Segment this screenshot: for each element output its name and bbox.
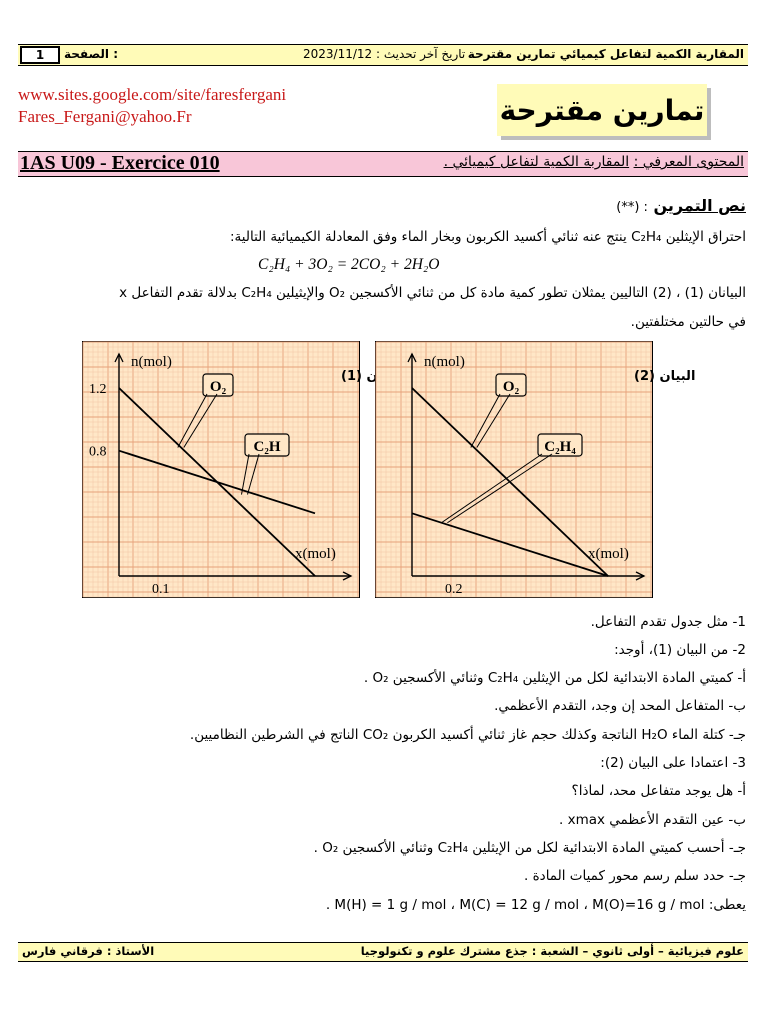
question-line: جـ- أحسب كميتي المادة الابتدائية لكل من الإيثلين C₂H₄ وثنائي الأكسجين O₂ . [313, 840, 746, 856]
chemical-equation: C₂H₄ + 3O₂ = 2CO₂ + 2H₂O [258, 256, 440, 273]
y-tick-label: 0.8 [89, 444, 107, 460]
exercise-code: 1AS U09 - Exercice 010 [20, 152, 220, 174]
series-label: O₂ [502, 379, 520, 395]
content-label: المحتوى المعرفي : [633, 154, 744, 170]
banner-title: تمارين مقترحة [499, 93, 705, 127]
statement-line-2: البيانان (1) ، (2) التاليين يمثلان تطور كمية مادة كل من ثنائي الأكسجين O₂ والإيثيلين C₂H₄ بدلالة تقدم التفاعل x [119, 285, 746, 301]
exercise-bar [18, 151, 748, 177]
statement-heading-text: نص التمرين [653, 196, 746, 215]
difficulty-stars: : (**) [616, 200, 648, 215]
question-line: أ- هل يوجد متفاعل محد، لماذا؟ [571, 783, 746, 799]
statement-heading [616, 196, 746, 215]
question-line: 1- مثل جدول تقدم التفاعل. [590, 614, 746, 630]
footer-subject: علوم فيزيائية – أولى ثانوي – الشعبة : جذع مشترك علوم و تكنولوجيا [360, 944, 744, 958]
content-value: المقاربة الكمية لتفاعل كيميائي . [443, 154, 630, 170]
footer-teacher: الأستاذ : فرقاني فارس [22, 944, 155, 958]
y-tick-label: 1.2 [89, 382, 107, 397]
statement-line-1: احتراق الإيثلين C₂H₄ ينتج عنه ثنائي أكسيد الكربون وبخار الماء وفق المعادلة الكيميائية التالية: [230, 229, 746, 245]
x-tick-label: 0.1 [152, 582, 170, 597]
question-line: يعطى: M(H) = 1 g / mol ، M(C) = 12 g / mol ، M(O)=16 g / mol . [325, 897, 746, 913]
series-label: C₂H [253, 439, 281, 455]
header-bar [18, 44, 748, 66]
content-topic [444, 154, 744, 170]
banner-title-box [497, 84, 707, 136]
series-label: C₂H₄ [544, 439, 576, 455]
question-line: ب- عين التقدم الأعظمي xmax . [559, 812, 746, 828]
site-url[interactable]: www.sites.google.com/site/faresfergani [18, 85, 287, 104]
x-tick-label: 0.2 [445, 582, 463, 597]
chart-title: البيان (2) [634, 369, 696, 384]
chart-title: البيان (1) [341, 369, 403, 384]
update-date: 2023/11/12 : تاريخ آخر تحديث [303, 47, 466, 61]
question-line: أ- كميتي المادة الابتدائية لكل من الإيثلين C₂H₄ وثنائي الأكسجين O₂ . [363, 670, 746, 686]
chart-1 [82, 341, 403, 598]
page-number: 1 [20, 46, 60, 64]
statement-line-3: في حالتين مختلفتين. [630, 314, 746, 330]
question-line: 3- اعتمادا على البيان (2): [600, 755, 746, 771]
series-label: O₂ [209, 379, 227, 395]
y-axis-label: n(mol) [131, 354, 172, 370]
question-line: 2- من البيان (1)، أوجد: [614, 642, 746, 658]
callout-line [447, 454, 552, 523]
y-axis-label: n(mol) [424, 354, 465, 370]
x-axis-label: x(mol) [588, 546, 629, 562]
question-line: ب- المتفاعل المحد إن وجد، التقدم الأعظمي. [494, 698, 746, 714]
site-email[interactable]: Fares_Fergani@yahoo.Fr [18, 107, 192, 126]
footer-bar [18, 942, 748, 962]
question-line: جـ- حدد سلم رسم محور كميات المادة . [524, 868, 746, 884]
header-title: المقاربة الكمية لتفاعل كيميائي تمارين مقترحة [467, 47, 744, 61]
question-line: جـ- كتلة الماء H₂O الناتجة وكذلك حجم غاز ثنائي أكسيد الكربون CO₂ الناتج في الشرطين النظاميين. [189, 727, 746, 743]
site-info [18, 84, 286, 128]
chart-2 [375, 341, 696, 598]
x-axis-label: x(mol) [295, 546, 336, 562]
page-label: الصفحة : [64, 47, 118, 61]
